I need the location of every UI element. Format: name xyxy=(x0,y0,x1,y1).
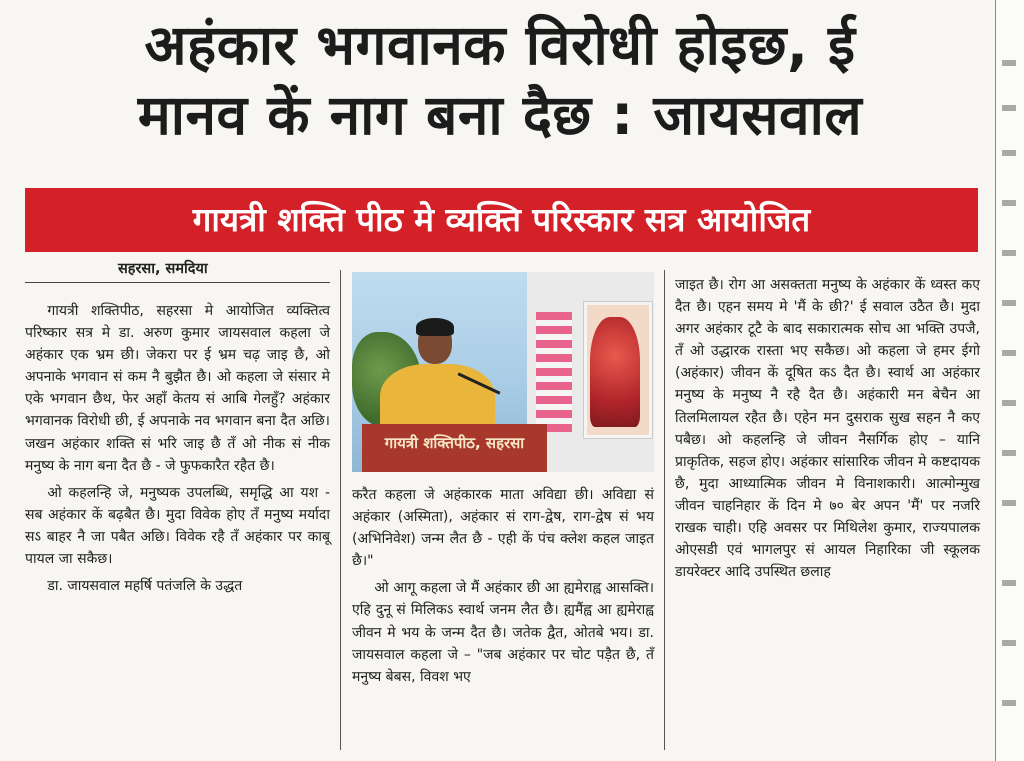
paragraph: करैत कहला जे अहंकारक माता अविद्या छी। अविद्या सं अहंकार (अस्मिता), अहंकार सं राग-द्वेष, राग-द्वेष सं भय (अभिनिवेश) जन्म लैत छै - एही कें पंच क्लेश कहल जाइत छै।" xyxy=(352,487,654,570)
edge-text-fragment xyxy=(1002,400,1016,406)
adjacent-article-edge xyxy=(995,0,1024,761)
column-divider-2 xyxy=(664,270,665,750)
edge-text-fragment xyxy=(1002,640,1016,646)
article-column-3 xyxy=(675,274,980,588)
paragraph: जाइत छै। रोग आ असक्तता मनुष्य के अहंकार कें ध्वस्त कए दैत छै। एहन समय मे 'मैं के छी?' ई सवाल उठैत छै। मुदा अगर अहंकार टूटै के बाद सकारात्मक सोच आ भक्ति उपजै, तँ ओ उद्धारक रास्ता भए सकैछ। ओ कहला जे हमर ईगो (अहंकार) जीवन कें दूषित कऽ दैत छै। स्वार्थ आ अहंकार मनुष्य के मनुष्य नै रहै दैत छै। अहंकारी मन बेचैन आ तिलमिलायल रहैत छै। एहेन मन दुसराक सुख सहन नै कए पबैछ। ओ कहलन्हि जे जीवन नैसर्गिक होए – यानि प्राकृतिक, सहज होए। अहंकार सांसारिक जीवन मे कष्टदायक छै, मुदा आध्यात्मिक जीवन मे विनाशकारी। आत्मोन्मुख जीवन चाहनिहार कें दिन मे ७० बेर अपन 'मैं' पर नजरि राखक चाही। एहि अवसर पर मिथिलेश कुमार, राज्यपालक ओएसडी एवं भागलपुर सं आयल निहारिका जी स्कूलक डायरेक्टर आदि उपस्थित छलाह xyxy=(675,277,980,581)
photo-speaker-hair xyxy=(416,318,454,336)
headline-line-1: अहंकार भगवानक विरोधी होइछ, ई xyxy=(144,13,856,77)
edge-text-fragment xyxy=(1002,350,1016,356)
edge-text-fragment xyxy=(1002,300,1016,306)
edge-text-fragment xyxy=(1002,105,1016,111)
edge-text-fragment xyxy=(1002,200,1016,206)
headline-line-2: मानव कें नाग बना दैछ : जायसवाल xyxy=(137,83,863,147)
article-column-2 xyxy=(352,484,654,693)
subheadline-banner: गायत्री शक्ति पीठ मे व्यक्ति परिस्कार सत्र आयोजित xyxy=(25,188,978,252)
headline xyxy=(20,10,980,150)
edge-text-fragment xyxy=(1002,450,1016,456)
edge-text-fragment xyxy=(1002,60,1016,66)
paragraph: ओ कहलन्हि जे, मनुष्यक उपलब्धि, समृद्धि आ यश - सब अहंकार कें बढ़बैत छै। मुदा विवेक होए तँ मनुष्य मर्यादा सऽ बाहर नै जा पबैत अछि। विवेक रहै तँ अहंकार पर काबू पायल जा सकैछ। xyxy=(25,484,330,568)
paragraph: गायत्री शक्तिपीठ, सहरसा मे आयोजित व्यक्तित्व परिष्कार सत्र मे डा. अरुण कुमार जायसवाल कहला जे अहंकार एक भ्रम छी। जेकरा पर ई भ्रम चढ़ जाइ छै, ओ अपनाके भगवान सं कम नै बुझैत छै। ओ कहला जे संसार मे एके भगवान छैथ, फेर अहाँ केतय सं आबि गेलहुँ? अहंकार भगवानक विरोधी छी, ई अपनाके नव भगवान बना दैत अछि। जखन अहंकार शक्ति सं भरि जाइ छै तँ ओ नीक सं नीक मनुष्य के नाग बना दैत छै - जे फुफकारैत रहैत छै। xyxy=(25,303,330,474)
dateline: सहरसा, समदिया xyxy=(118,261,208,277)
column-divider-1 xyxy=(340,270,341,750)
photo-deity-image xyxy=(590,317,640,427)
edge-text-fragment xyxy=(1002,150,1016,156)
speaker-photo xyxy=(352,272,654,472)
podium-banner-text: गायत्री शक्तिपीठ, सहरसा xyxy=(384,434,525,452)
article-column-1 xyxy=(25,300,330,602)
paragraph: डा. जायसवाल महर्षि पतंजलि के उद्धत xyxy=(47,578,243,595)
dateline-rule xyxy=(25,282,330,283)
paragraph: ओ आगू कहला जे मैं अहंकार छी आ ह्यमेराह्व आसक्ति। एहि दुनू सं मिलिकऽ स्वार्थ जनम लैत छै। ह्यमैंह्व आ ह्यमेराह्व जीवन मे भय के जन्म दैत छै। जतेक द्वैत, ओतबे भय। डा. जायसवाल कहला जे – "जब अहंकार पर चोट पड़ैत छै, तँ मनुष्य बेबस, विवश भए xyxy=(352,580,654,685)
edge-text-fragment xyxy=(1002,700,1016,706)
edge-text-fragment xyxy=(1002,580,1016,586)
edge-text-fragment xyxy=(1002,500,1016,506)
edge-text-fragment xyxy=(1002,250,1016,256)
photo-flower-garland xyxy=(536,312,572,432)
